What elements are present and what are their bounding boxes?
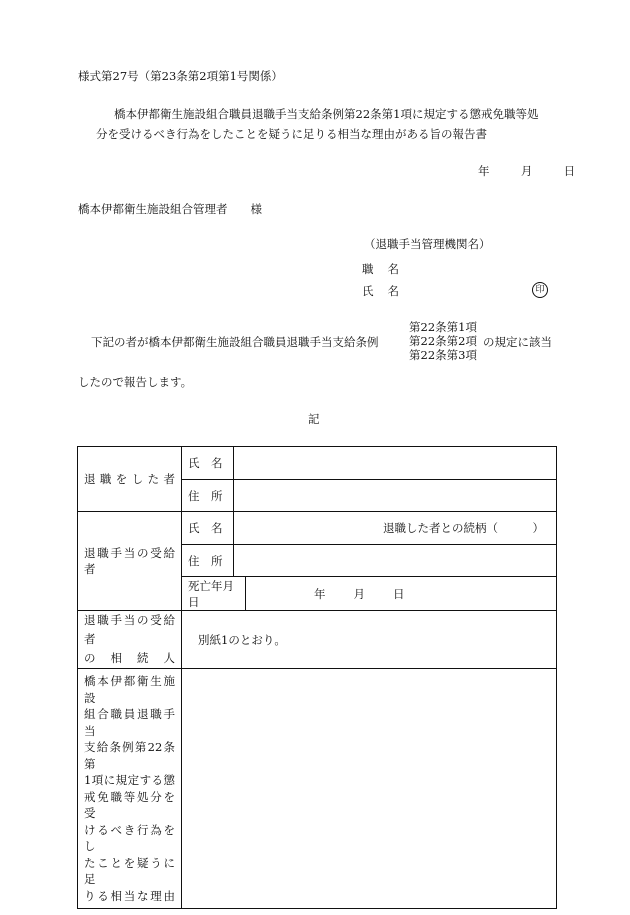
recipient-name-field[interactable]: [234, 512, 557, 545]
addressee: 橋本伊都衛生施設組合管理者 様: [78, 202, 262, 216]
form-number: 様式第27号（第23条第2項第1号関係）: [78, 69, 283, 83]
reason-label-line: りる相当な理由: [84, 888, 175, 903]
reason-label-line: 支給条例第22条第: [84, 740, 175, 771]
reason-label-line: けるべき行為をし: [84, 822, 175, 853]
name-label: 氏名: [362, 284, 413, 298]
ki-heading: 記: [308, 412, 320, 426]
retiree-name-field[interactable]: [234, 447, 557, 480]
death-date-field[interactable]: [246, 577, 556, 610]
heirs-field[interactable]: [182, 611, 557, 669]
reason-field[interactable]: [182, 669, 557, 909]
death-date-label: 死亡年月日: [182, 577, 246, 610]
reason-label-line: 戒免職等処分を受: [84, 789, 175, 820]
report-title-line1: 橋本伊都衛生施設組合職員退職手当支給条例第22条第1項に規定する懲戒免職等処: [114, 107, 539, 121]
relation-label: 退職した者との続柄（ ）: [383, 521, 544, 535]
death-day: 日: [393, 586, 405, 601]
date-year: 年: [478, 164, 490, 178]
reason-label: [78, 669, 182, 909]
body-text-line2: したので報告します。: [78, 375, 193, 389]
retiree-label: 退職をした者: [78, 447, 182, 512]
body-text-line1: 下記の者が橋本伊都衛生施設組合職員退職手当支給条例: [91, 335, 379, 349]
recipient-name-label: 氏 名: [182, 512, 234, 545]
reason-label-line: 組合職員退職手当: [84, 707, 175, 738]
death-year: 年: [314, 586, 326, 601]
article-options: [409, 320, 477, 362]
reason-label-line: 1項に規定する懲: [84, 773, 175, 787]
retiree-name-label: 氏 名: [182, 447, 234, 480]
report-title-line2: 分を受けるべき行為をしたことを疑うに足りる相当な理由がある旨の報告書: [96, 127, 487, 141]
recipient-address-label: 住 所: [182, 545, 234, 577]
reason-label-line: 橋本伊都衛生施設: [84, 674, 175, 705]
death-date-row: [182, 577, 557, 611]
retiree-address-field[interactable]: [234, 480, 557, 512]
article-option-2: 第22条第2項: [409, 334, 477, 348]
death-month: 月: [353, 586, 365, 601]
agency-name-label: （退職手当管理機関名）: [364, 237, 491, 251]
heirs-label-line2: の相続人: [84, 651, 175, 665]
body-text-line1-end: の規定に該当: [483, 335, 552, 349]
report-table: [77, 446, 557, 909]
seal-mark: 印: [532, 282, 548, 298]
date-month: 月: [520, 164, 533, 178]
heirs-label-line1: 退職手当の受給者: [84, 613, 175, 646]
retiree-address-label: 住 所: [182, 480, 234, 512]
report-date: [478, 163, 575, 179]
post-label: 職名: [362, 262, 413, 276]
article-option-1: 第22条第1項: [409, 320, 477, 334]
heirs-label: [78, 611, 182, 669]
reason-label-line: たことを疑うに足: [84, 855, 175, 886]
date-day: 日: [563, 164, 576, 178]
recipient-label: 退職手当の受給者: [78, 512, 182, 611]
recipient-address-field[interactable]: [234, 545, 557, 577]
heirs-value: 別紙1のとおり。: [198, 632, 286, 647]
article-option-3: 第22条第3項: [409, 348, 477, 362]
